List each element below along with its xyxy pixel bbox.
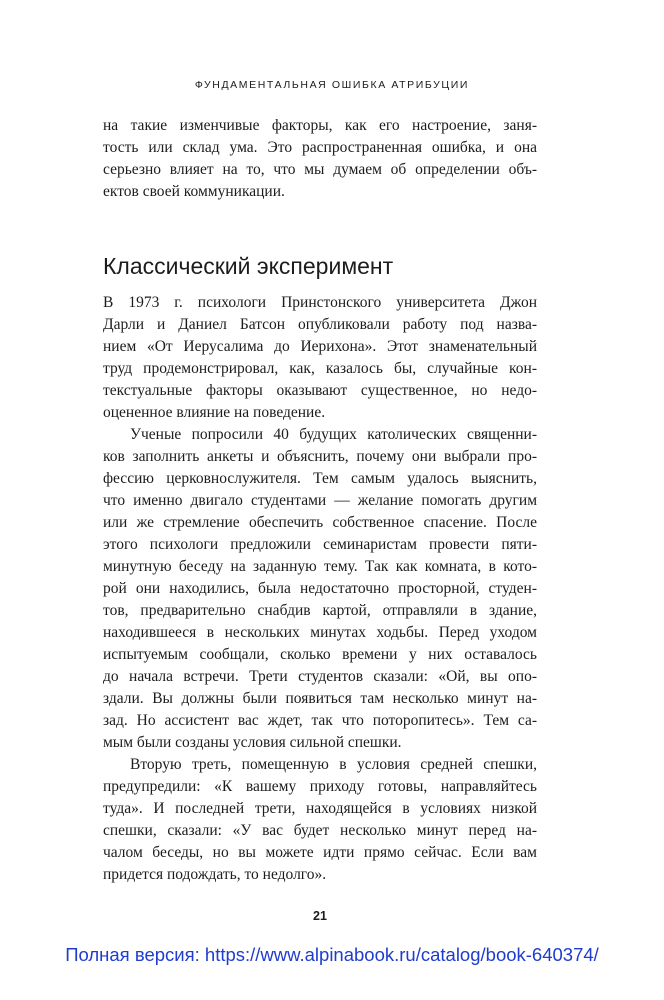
text-line: мым были созданы условия сильной спешки. [103,734,402,751]
text-line: тость или склад ума. Это распространенная ошибка, и она [103,139,537,156]
text-line: ектов своей коммуникации. [103,183,285,200]
intro-paragraph [103,115,537,203]
text-line: оцененное влияние на поведение. [103,404,326,421]
text-line: ков заполнить анкеты и объяснить, почему они выбрали про- [103,448,537,465]
text-line: текстуальные факторы оказывают существенное, но недо- [103,382,537,399]
text-line: Дарли и Даниел Батсон опубликовали работу под назва- [103,316,537,333]
paragraph-1 [103,292,537,424]
text-line: труд продемонстрировал, как, казалось бы, случайные кон- [103,360,537,377]
text-line: серьезно влияет на то, что мы думаем об определении объ- [103,161,537,178]
text-line: находившееся в нескольких минутах ходьбы. Перед уходом [103,624,537,641]
full-version-link[interactable] [0,943,664,967]
text-line: что именно двигало студентами — желание помогать другим [103,492,537,509]
text-line: Ученые попросили 40 будущих католических священни- [130,426,537,443]
text-line: испытуемым сообщали, сколько времени у них оставалось [103,646,537,663]
full-version-url: https://www.alpinabook.ru/catalog/book-640374/ [204,944,599,965]
text-line: фессию церковнослужителя. Тем самым удалось выяснить, [103,470,537,487]
paragraph-3 [103,754,537,886]
text-line: этого психологи предложили семинаристам провести пяти- [103,536,537,553]
text-line: туда». И последней трети, находящейся в условиях низкой [103,800,537,817]
text-line: здали. Вы должны были появиться там несколько минут на- [103,690,537,707]
text-line: или же стремление обеспечить собственное спасение. После [103,514,537,531]
text-line: придется подождать, то недолго». [103,866,327,883]
text-line: рой они находились, была недостаточно просторной, студен- [103,580,537,597]
section-body [103,292,537,886]
page-number: 21 [313,909,327,923]
paragraph-2 [103,424,537,754]
text-line: нием «От Иерусалима до Иерихона». Этот знаменательный [103,338,537,355]
section-heading: Классический эксперимент [103,253,394,279]
text-line: на такие изменчивые факторы, как его настроение, заня- [103,117,537,134]
text-line: В 1973 г. психологи Принстонского университета Джон [103,294,537,311]
text-line: чалом беседы, но вы можете идти прямо сейчас. Если вам [103,844,537,861]
text-line: тов, предварительно снабдив картой, отправляли в здание, [103,602,537,619]
text-line: до начала встречи. Трети студентов сказали: «Ой, вы опо- [103,668,537,685]
text-line: зад. Но ассистент вас ждет, так что поторопитесь». Тем са- [103,712,537,729]
text-line: минутную беседу на заданную тему. Так как комната, в кото- [103,558,537,575]
full-version-label: Полная версия: [65,944,200,965]
text-line: Вторую треть, помещенную в условия средней спешки, [130,756,537,773]
running-header: ФУНДАМЕНТАЛЬНАЯ ОШИБКА АТРИБУЦИИ [194,79,470,91]
text-line: предупредили: «К вашему приходу готовы, направляйтесь [103,778,537,795]
text-line: спешки, сказали: «У вас будет несколько минут перед на- [103,822,537,839]
